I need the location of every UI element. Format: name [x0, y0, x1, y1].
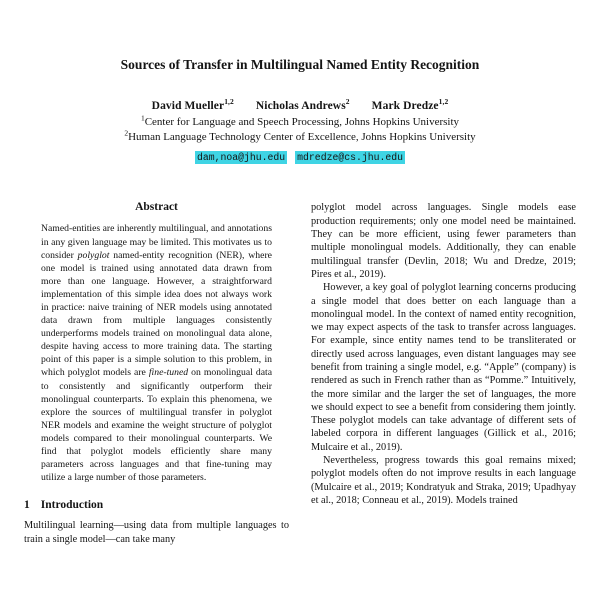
paper-title: Sources of Transfer in Multilingual Named Entity Recognition [120, 57, 480, 72]
author-3-affil-sup: 1,2 [438, 96, 449, 106]
left-column [24, 201, 289, 545]
section-title: Introduction [40, 499, 104, 512]
abstract-part-1: Named-entities are inherently multilingual, and annotations in any given language may be limited. This motivates us to consider [41, 223, 272, 261]
author-2-affil-sup: 2 [345, 96, 350, 106]
affiliation-line-2 [24, 130, 576, 146]
affiliation-2-sup: 2 [124, 128, 129, 138]
author-3-name: Mark Dredze [371, 99, 439, 112]
intro-paragraph: Multilingual learning—using data from multiple languages to train a single model—can take many [24, 520, 289, 545]
abstract-text [24, 222, 289, 484]
body-paragraph-3: Nevertheless, progress towards this goal remains mixed; polyglot models often do not improve results in each language (Mulcaire et al., 2019; Kondratyuk and Straka, 2019; Upadhyay et al., 2018; Conneau et al., 2019). Models trained [311, 455, 576, 506]
affiliation-line-1 [24, 112, 576, 131]
affiliation-2-text: Human Language Technology Center of Excellence, Johns Hopkins University [128, 131, 476, 144]
author-3 [371, 96, 449, 112]
abstract-part-2: named-entity recognition (NER), where one model is trained using annotated data drawn from more than one language. However, a straightforward implementation of this simple idea does not always work in practice: naive training of NER models using annotated data drawn from multiple languages consistently underperforms models trained on monolingual data alone, despite having access to more training data. The starting point of this paper is a simple solution to this problem, in which polyglot models are [41, 249, 272, 379]
two-column-body [24, 201, 576, 545]
emails-line [24, 152, 576, 163]
affiliation-1-text: Center for Language and Speech Processing, Johns Hopkins University [144, 115, 460, 128]
author-1-name: David Mueller [151, 99, 225, 112]
body-paragraph-2: However, a key goal of polyglot learning concerns producing a single model that does better on each language than a monolingual model. In the context of named entity recognition, we may expect aspects of the task to transfer across languages. For example, since entity names tend to be transliterated or directly used across languages, even distant languages may see benefit from training a single model, e.g. “Apple” (company) is rendered as such in French rather than as “Pomme.” Intuitively, the more similar and the larger the set of languages, the more we should expect to see a benefit from considering them jointly. These polyglot models can take advantage of different sets of labeled corpora in different languages (Gillick et al., 2016; Mulcaire et al., 2019). [311, 282, 576, 453]
author-2-name: Nicholas Andrews [255, 99, 346, 112]
author-1 [151, 96, 234, 112]
body-paragraph-1: polyglot model across languages. Single models ease production requirements; only one model need be maintained. They can be more efficient, using fewer parameters than multiple monolingual models. Additionally, they can enable multilingual transfer (Devlin, 2018; Wu and Dredze, 2019; Pires et al., 2019). [311, 202, 576, 280]
section-heading-introduction [24, 499, 289, 511]
author-2 [255, 96, 350, 112]
authors-line [24, 96, 576, 112]
author-1-affil-sup: 1,2 [224, 96, 234, 106]
abstract-italic-fine-tuned: fine-tuned [148, 367, 189, 379]
right-column [311, 201, 576, 545]
abstract-heading: Abstract [135, 201, 178, 214]
section-number: 1 [24, 499, 30, 512]
abstract-part-3: on monolingual data to consistently and significantly outperform their monolingual counterparts. To explain this phenomena, we explore the sources of multilingual transfer in polyglot NER models and examine the weight structure of polyglot models compared to their monolingual counterparts. We find that polyglot models efficiently share many parameters across languages and that fine-tuning may utilize a large number of those parameters. [41, 367, 272, 484]
abstract-italic-polyglot: polyglot [77, 249, 110, 261]
affiliation-1-sup: 1 [140, 112, 145, 122]
email-address-1[interactable]: dam,noa@jhu.edu [196, 152, 286, 164]
email-address-2[interactable]: mdredze@cs.jhu.edu [297, 152, 403, 164]
